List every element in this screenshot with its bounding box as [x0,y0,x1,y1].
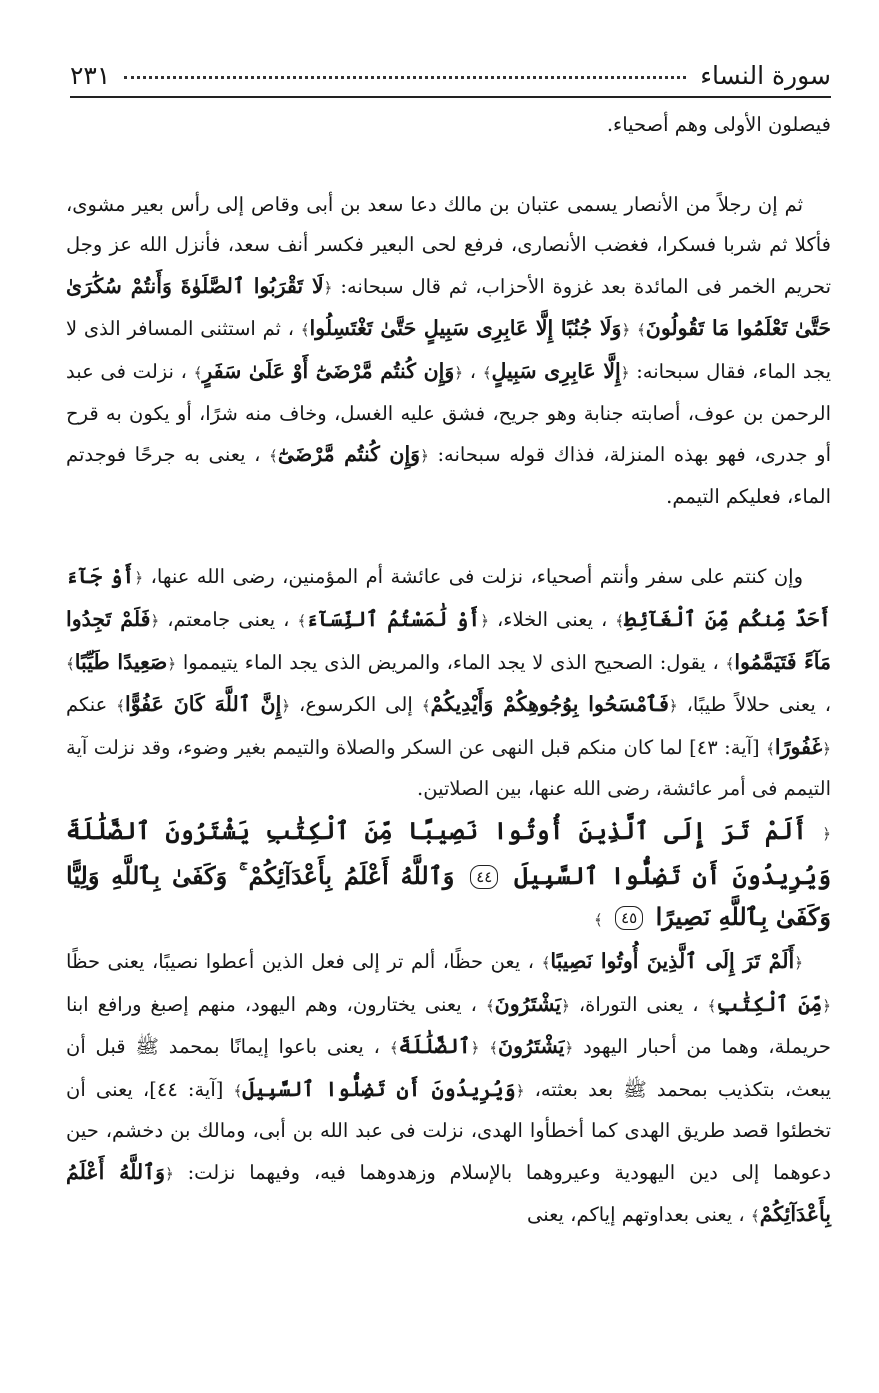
quran-quote: ﴿أَوْ لَٰمَسْتُمُ ٱلنِّسَآءَ﴾ [297,606,490,631]
quran-quote: ﴿أَلَمْ تَرَ إِلَى ٱلَّذِينَ أُوتُوا نَصِيبًا﴾ [541,948,803,973]
ayah-number-marker: ٤٤ [470,865,498,889]
quran-quote: ﴿وَيُرِيدُونَ أَن تَضِلُّوا ٱلسَّبِيلَ﴾ [233,1076,525,1101]
quran-quote: ﴿مِّنَ ٱلْكِتَٰبِ﴾ [707,991,832,1016]
paragraph-text: ، [469,359,477,383]
quran-quote: ﴿غَفُورًا﴾ [766,734,831,759]
quran-quote: ﴿فَلَمْ تَجِدُوا مَآءً فَتَيَمَّمُوا﴾ [66,606,832,674]
paragraph-text: [آية: ٤٤]، يعنى أن تخطئوا قصد طريق الهدى كما أخطأوا الهدى، نزلت فى عبد الله بن أبى، ومالك بن دخشم، حين دعوهما إلى دين اليهودية وعيروهما بالإسلام وزهدوهما فيه، وفيهما نزلت: [66,1077,831,1184]
quran-quote: ﴿إِلَّا عَابِرِى سَبِيلٍ﴾ [482,358,630,383]
quran-quote: ﴿يَشْتَرُونَ﴾ [489,1034,574,1059]
quran-quote: ﴿فَٱمْسَحُوا بِوُجُوهِكُمْ وَأَيْدِيكُمْ﴾ [421,692,678,717]
paragraph-gap [66,517,831,556]
paragraph-text: ، يعنى به جرحًا فوجدتم الماء، فعليكم التيمم. [66,443,831,508]
paragraph-text: ، يعنى باعوا إيمانًا بمحمد ﷺ قبل أن يبعث، بتكذيب بمحمد ﷺ بعد بعثته، [66,1035,832,1101]
paragraph-4 [66,941,831,1237]
quran-quote: ﴿وَلَا جُنُبًا إِلَّا عَابِرِى سَبِيلٍ حَتَّىٰ تَغْتَسِلُوا﴾ [300,316,631,341]
quran-quote: ﴿يَشْتَرُونَ﴾ [485,991,570,1016]
paragraph-text: ، يعنى حلالاً طيبًا، [686,693,831,717]
sura-title: سورة النساء [700,60,831,90]
verse-open-ornament: ﴿ [822,824,831,843]
paragraph-text: ، يعن حظًا، ألم تر إلى فعل الذين أعطوا نصيبًا، يعنى حظًا [66,949,535,973]
verse-44-text: أَلَمْ تَرَ إِلَى ٱلَّذِينَ أُوتُوا نَصِيبًا مِّنَ ٱلْكِتَٰبِ يَشْتَرُونَ ٱلضَّلَٰلَةَ وَيُرِيدُونَ أَن تَضِلُّوا ٱلسَّبِيلَ [66,815,832,890]
main-text [66,105,831,1237]
paragraph-text: إلى الكرسوع، [299,693,413,717]
paragraph-text: ، ثم استثنى المسافر الذى لا يجد الماء، فقال سبحانه: [66,317,832,383]
verse-45-text: وَٱللَّهُ أَعْلَمُ بِأَعْدَآئِكُمْ ۚ وَكَفَىٰ بِٱللَّهِ وَلِيًّا وَكَفَىٰ بِٱللَّهِ نَصِيرًا [66,860,831,931]
paragraph-1: فيصلون الأولى وهم أصحياء. [606,113,831,136]
quran-quote: ﴿إِنَّ ٱللَّهَ كَانَ عَفُوًّا﴾ [116,692,291,717]
page-number: ٢٣١ [70,60,111,90]
header-dotted-leader [124,76,686,79]
paragraph-text: ، نزلت فى عبد الرحمن بن عوف، أصابته جنابة وهو جريح، فشق عليه الغسل، وخاف منه شرًا، أو يكون به قرح أو جدرى، فهو بهذه المنزلة، فذاك قوله سبحانه: [66,359,831,467]
paragraph-3 [66,556,831,810]
quran-quote: ﴿وَإِن كُنتُم مَّرْضَىٰٓ أَوْ عَلَىٰ سَفَرٍ﴾ [193,358,464,383]
paragraph-text: ثم إن رجلاً من الأنصار يسمى عتبان بن مالك دعا سعد بن أبى وقاص إلى رأس بعير مشوى، فأكلا ثم شربا فسكرا، فغضب الأنصارى، فرفع لحى البعير فكسر أنف سعد، فأنزل الله عز وجل تحريم الخمر فى المائدة بعد غزوة الأحزاب، ثم قال سبحانه: [66,192,832,298]
paragraph-text: ، يقول: الصحيح الذى لا يجد الماء، والمريض الذى يجد الماء يتيمموا [182,650,719,674]
paragraph-text: ، يعنى التوراة، [578,992,699,1016]
verse-block [66,810,831,941]
paragraph-text: ، يعنى يختارون، وهم اليهود، منهم إصبغ ورافع ابنا حريملة، وهما من أحبار اليهود [66,992,831,1059]
quran-quote: ﴿أَوْ جَآءَ أَحَدٌ مِّنكُم مِّنَ ٱلْغَآئِطِ﴾ [66,564,831,631]
paragraph-text: ، يعنى الخلاء، [497,607,608,631]
quran-quote: ﴿ٱلضَّلَٰلَةَ﴾ [389,1034,480,1059]
paragraph-gap [66,146,831,185]
verse-close-ornament: ﴾ [593,910,603,929]
quran-quote: ﴿لَا تَقْرَبُوا ٱلصَّلَوٰةَ وَأَنتُمْ سُكَٰرَىٰ حَتَّىٰ تَعْلَمُوا مَا تَقُولُونَ﴾ [66,273,832,341]
paragraph-text: عنكم [66,693,108,717]
paragraph-text: ، يعنى بعداوتهم إياكم، يعنى [527,1203,745,1227]
page-header [70,54,831,98]
quran-quote: ﴿وَٱللَّهُ أَعْلَمُ بِأَعْدَآئِكُمْ﴾ [66,1159,831,1227]
paragraph-text: [آية: ٤٣] لما كان منكم قبل النهى عن السكر والصلاة والتيمم بغير وضوء، وقد نزلت آية التيمم فى أمر عائشة، رضى الله عنها، بين الصلاتين. [66,735,831,801]
paragraph-2 [66,185,831,518]
paragraph-text: وإن كنتم على سفر وأنتم أصحياء، نزلت فى عائشة أم المؤمنين، رضى الله عنها، [150,565,803,589]
quran-quote: ﴿صَعِيدًا طَيِّبًا﴾ [66,649,177,674]
ayah-number-marker: ٤٥ [615,906,643,930]
paragraph-text: ، يعنى جامعتم، [167,607,290,631]
quran-quote: ﴿وَإِن كُنتُم مَّرْضَىٰٓ﴾ [269,442,429,467]
